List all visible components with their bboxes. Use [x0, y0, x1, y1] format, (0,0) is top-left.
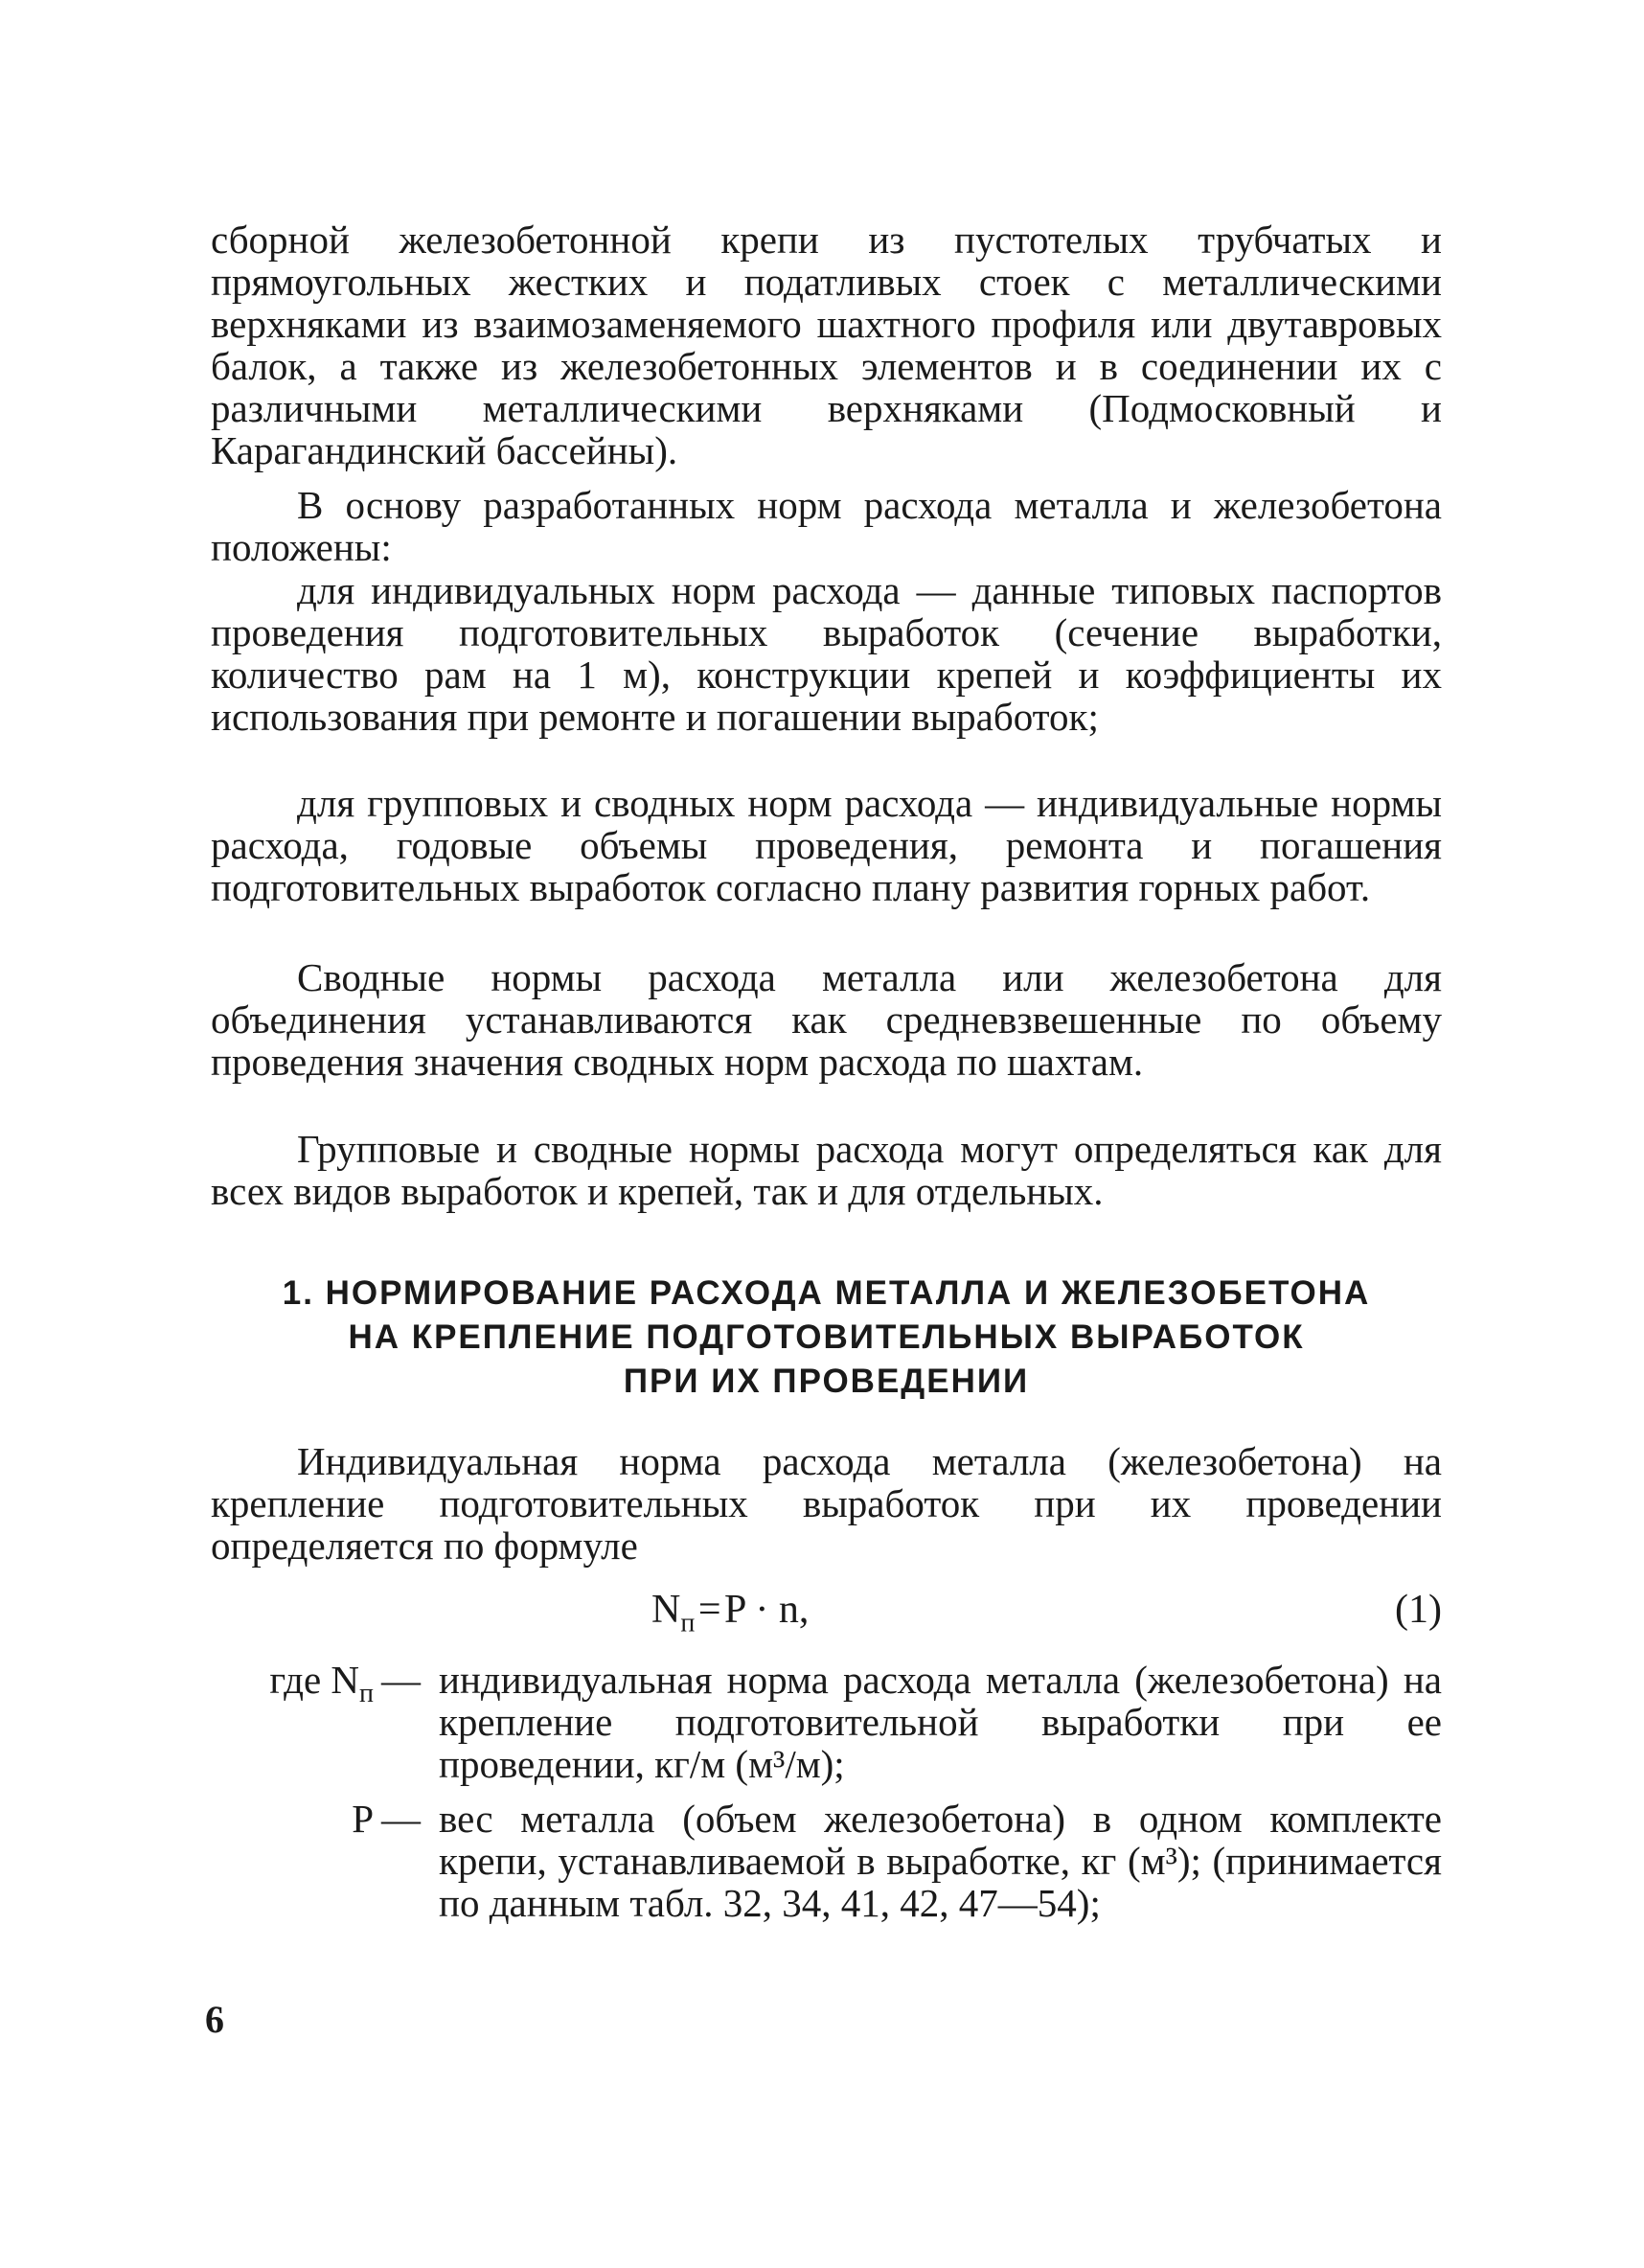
- definition-text: вес металла (объем железобетона) в одном комплекте крепи, устанавливаемой в выработке, кг (м³); (принимается по данным табл. 32, 34, 41, 42, 47—54);: [439, 1797, 1442, 1925]
- page-number: 6: [205, 1998, 224, 2041]
- paragraph-formula-intro: Индивидуальная норма расхода металла (железобетона) на крепление подготовительных выработок при их проведении определяется по формуле: [211, 1439, 1442, 1568]
- definition-symbol-subscript: п: [359, 1679, 374, 1709]
- paragraph-continuation: сборной железобетонной крепи из пустотелых трубчатых и прямоугольных жестких и податливых стоек с металлическими верхняками из взаимозаменяемого шахтного профиля или двутавровых балок, а также из железобетонных элементов и в соединении их с различными металлическими верхняками (Подмосковный и Карагандинский бассейны).: [211, 218, 1442, 472]
- definition-text: индивидуальная норма расхода металла (железобетона) на крепление подготовительной выработки при ее проведении, кг/м (м³/м);: [439, 1658, 1442, 1786]
- section-heading-line3: ПРИ ИХ ПРОВЕДЕНИИ: [623, 1363, 1030, 1400]
- formula-number: (1): [1395, 1588, 1442, 1632]
- definition-p: [211, 1798, 1442, 1970]
- definition-symbol: N: [331, 1658, 360, 1702]
- formula-rhs: P · n,: [724, 1588, 810, 1632]
- formula-equals: =: [697, 1588, 721, 1632]
- paragraph-group-summary: Групповые и сводные нормы расхода могут определяться как для всех видов выработок и крепей, так и для отдельных.: [211, 1127, 1442, 1213]
- formula-1: [211, 1586, 1442, 1638]
- paragraph-group-norms: для групповых и сводных норм расхода — индивидуальные нормы расхода, годовые объемы проведения, ремонта и погашения подготовительных выработок согласно плану развития горных работ.: [211, 781, 1442, 909]
- paragraph-individual-norms: для индивидуальных норм расхода — данные типовых паспортов проведения подготовительных выработок (сечение выработки, количество рам на 1 м), конструкции крепей и коэффициенты их использования при ремонте и погашении выработок;: [211, 568, 1442, 739]
- definition-term: P: [352, 1797, 374, 1841]
- definition-np: [211, 1659, 1442, 1793]
- definition-term: [211, 1659, 374, 1715]
- where-label: где: [269, 1658, 322, 1702]
- section-heading-line1: 1. НОРМИРОВАНИЕ РАСХОДА МЕТАЛЛА И ЖЕЛЕЗОБЕТОНА: [282, 1274, 1371, 1312]
- section-heading-line2: НА КРЕПЛЕНИЕ ПОДГОТОВИТЕЛЬНЫХ ВЫРАБОТОК: [348, 1318, 1305, 1356]
- formula-expression: [651, 1586, 809, 1647]
- paragraph-basis: В основу разработанных норм расхода металла и железобетона положены:: [211, 483, 1442, 569]
- formula-lhs: N: [651, 1588, 681, 1632]
- definition-dash: —: [381, 1797, 421, 1841]
- definition-dash: —: [381, 1658, 421, 1702]
- paragraph-summary-norms: Сводные нормы расхода металла или железобетона для объединения устанавливаются как средневзвешенные по объему проведения значения сводных норм расхода по шахтам.: [211, 955, 1442, 1084]
- formula-lhs-subscript: п: [680, 1608, 696, 1638]
